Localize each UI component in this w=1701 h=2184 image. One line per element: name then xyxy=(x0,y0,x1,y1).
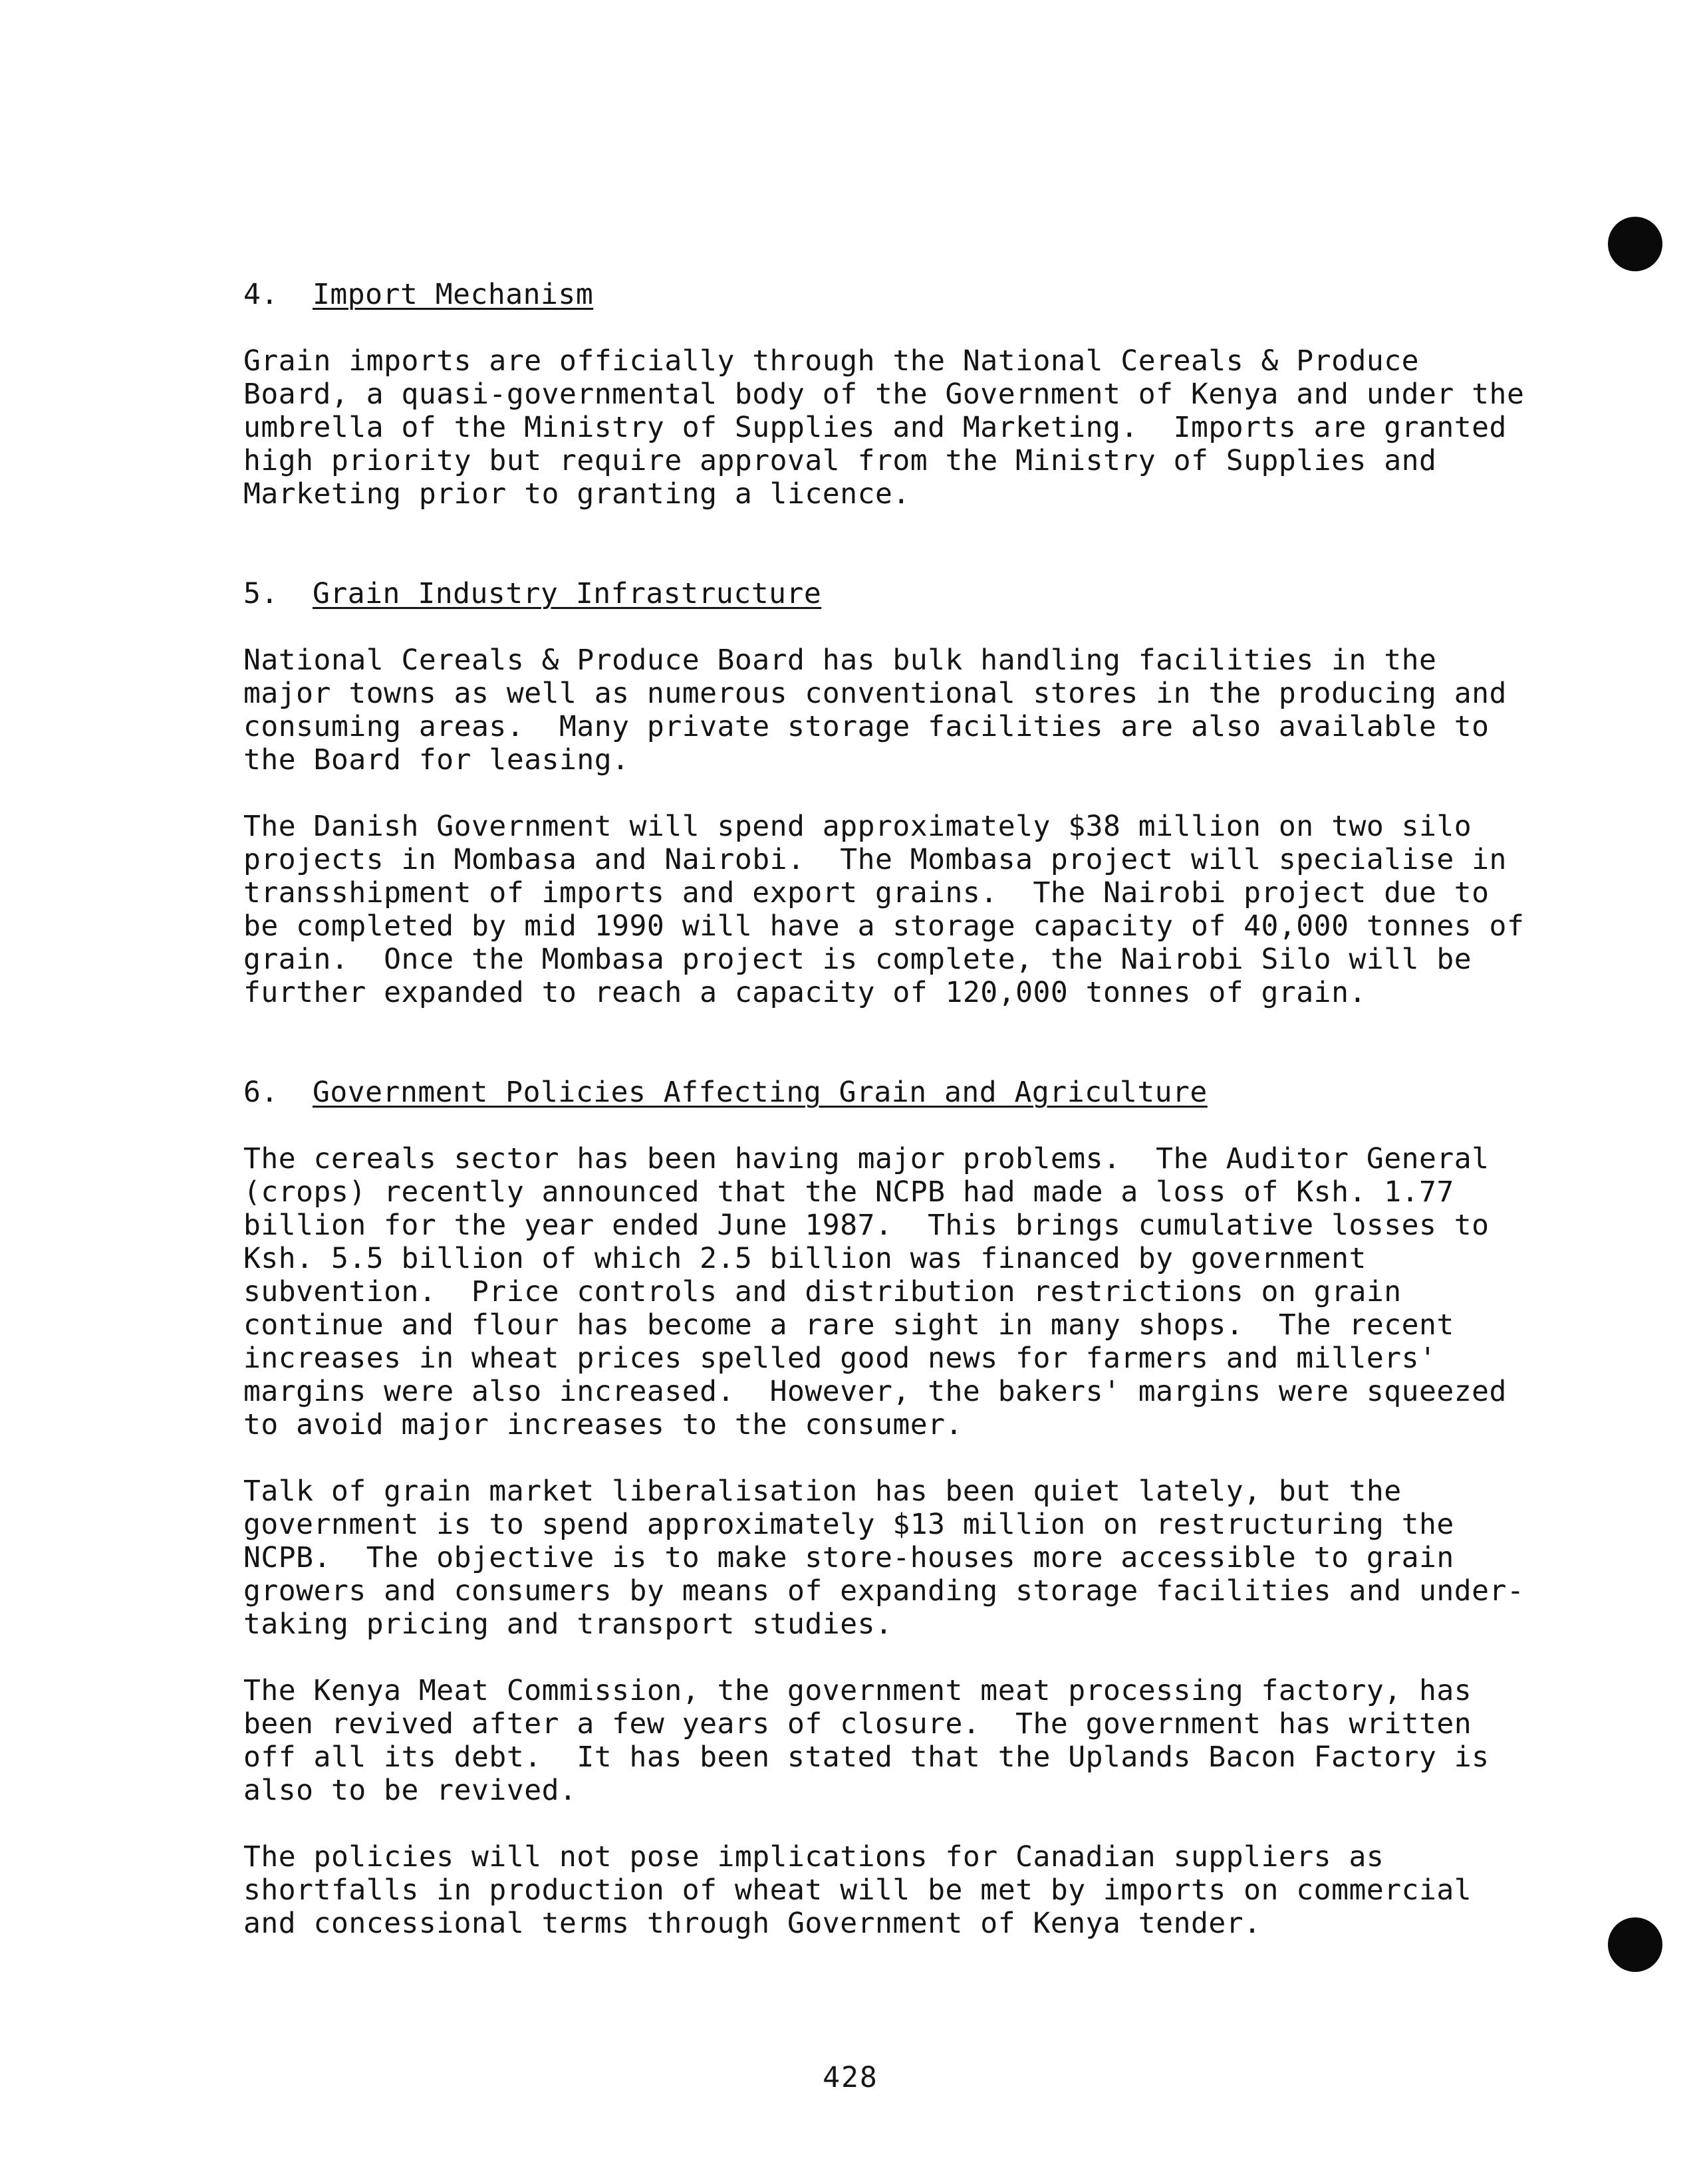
paragraph: The cereals sector has been having major problems. The Auditor General (crops) recently announced that the NCPB had made a loss of Ksh. 1.77 billion for the year ended June 1987. This brings cumulative losses to Ksh. 5.5 billion of which 2.5 billion was financed by government subvention. Price controls and distribution restrictions on grain continue and flour has become a rare sight in many shops. The recent increases in wheat prices spelled good news for farmers and millers' margins were also increased. However, the bakers' margins were squeezed to avoid major increases to the consumer. xyxy=(243,1142,1507,1441)
section-heading xyxy=(243,1076,1480,1109)
section-number: 6. xyxy=(243,1076,279,1109)
paragraph: The Kenya Meat Commission, the government meat processing factory, has been revived after a few years of closure. The government has written off all its debt. It has been stated that the Uplands Bacon Factory is also to be revived. xyxy=(243,1674,1490,1807)
paragraph: Grain imports are officially through the National Cereals & Produce Board, a quasi-governmental body of the Government of Kenya and under the umbrella of the Ministry of Supplies and Marketing. Imports are granted high priority but require approval from the Ministry of Supplies and Marketing prior to granting a licence. xyxy=(243,344,1525,511)
paragraph: National Cereals & Produce Board has bulk handling facilities in the major towns as well as numerous conventional stores in the producing and consuming areas. Many private storage facilities are also available to the Board for leasing. xyxy=(243,644,1507,777)
section-title: Government Policies Affecting Grain and Agriculture xyxy=(313,1076,1208,1109)
section-import-mechanism xyxy=(243,278,1525,511)
paragraph: The Danish Government will spend approximately $38 million on two silo projects in Mombasa and Nairobi. The Mombasa project will specialise in transshipment of imports and export grains. The Nairobi project due to be completed by mid 1990 will have a storage capacity of 40,000 tonnes of grain. Once the Mombasa project is complete, the Nairobi Silo will be further expanded to reach a capacity of 120,000 tonnes of grain. xyxy=(243,810,1525,1009)
section-heading xyxy=(243,278,1480,311)
section-number: 5. xyxy=(243,577,279,610)
section-title: Grain Industry Infrastructure xyxy=(313,577,822,610)
section-government-policies xyxy=(243,1076,1525,1940)
punch-hole-bottom xyxy=(1608,1917,1662,1972)
document-body xyxy=(243,278,1525,1973)
section-heading xyxy=(243,577,1480,610)
page-number: 428 xyxy=(823,2061,878,2094)
section-number: 4. xyxy=(243,278,279,311)
punch-hole-top xyxy=(1608,217,1662,271)
paragraph: The policies will not pose implications for Canadian suppliers as shortfalls in production of wheat will be met by imports on commercial and concessional terms through Government of Kenya tender. xyxy=(243,1840,1472,1940)
paragraph: Talk of grain market liberalisation has been quiet lately, but the government is to spend approximately $13 million on restructuring the NCPB. The objective is to make store-houses more accessible to grain growers and consumers by means of expanding storage facilities and under- taking pricing and transport studies. xyxy=(243,1475,1525,1641)
section-title: Import Mechanism xyxy=(313,278,594,311)
section-grain-industry-infrastructure xyxy=(243,577,1525,1009)
